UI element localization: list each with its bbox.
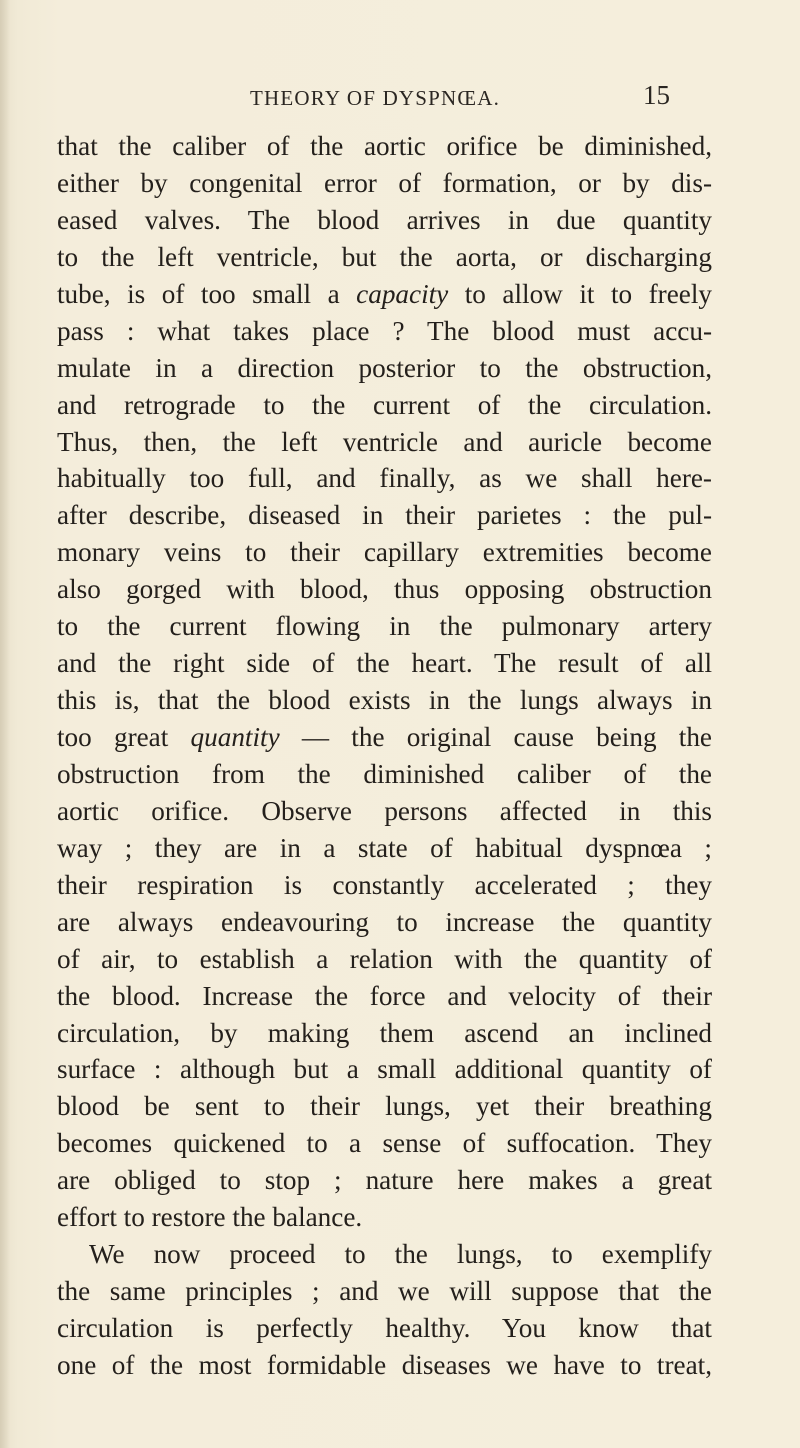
text-line: monary veins to their capillary extremities become [57,537,712,568]
body-text [57,128,712,1384]
text-line: pass : what takes place ? The blood must accu- [57,315,712,346]
paragraph-first-line: We now proceed to the lungs, to exemplify [89,1239,712,1270]
text-segment: too great [57,722,191,752]
page-gutter-shadow [0,0,10,1448]
text-line: also gorged with blood, thus opposing obstruction [57,574,712,605]
text-line: either by congenital error of formation, or by dis- [57,167,712,198]
page-number: 15 [643,80,670,110]
text-segment: to allow it to freely [448,278,712,309]
text-line: the blood. Increase the force and velocity of their [57,980,712,1011]
text-line: and retrograde to the current of the circulation. [57,389,712,420]
text-line: circulation is perfectly healthy. You know that [57,1313,712,1343]
text-segment: — the original cause being the [279,722,712,752]
text-line: surface : although but a small additional quantity of [57,1054,712,1085]
text-line: to the current flowing in the pulmonary artery [57,611,712,642]
text-line: of air, to establish a relation with the quantity of [57,943,712,974]
text-line: their respiration is constantly accelerated ; they [57,869,712,900]
text-line: that the caliber of the aortic orifice be diminished, [57,131,712,161]
text-line: eased valves. The blood arrives in due quantity [57,204,712,235]
text-line: Thus, then, the left ventricle and auricle become [57,426,712,457]
text-line: are obliged to stop ; nature here makes a great [57,1165,712,1196]
text-line: way ; they are in a state of habitual dyspnœa ; [57,832,712,863]
text-line: habitually too full, and finally, as we shall here- [57,463,712,494]
emphasized-word: capacity [356,278,449,309]
text-line: obstruction from the diminished caliber of the [57,758,712,789]
text-line: this is, that the blood exists in the lungs always in [57,685,712,716]
text-segment: tube, is of too small a [57,278,357,309]
text-line: after describe, diseased in their parietes : the pul- [57,500,712,531]
emphasized-word: quantity [190,722,280,752]
running-head [250,80,670,114]
text-line: blood be sent to their lungs, yet their breathing [57,1091,712,1122]
text-line: circulation, by making them ascend an inclined [57,1017,712,1048]
running-title: THEORY OF DYSPNŒA. [250,86,501,110]
text-line-with-emphasis [57,719,712,756]
text-line: becomes quickened to a sense of suffocation. They [57,1128,712,1159]
text-line: are always endeavouring to increase the quantity [57,906,712,937]
text-line: one of the most formidable diseases we have to treat, [57,1349,712,1380]
text-line: the same principles ; and we will suppose that the [57,1276,712,1307]
text-line: and the right side of the heart. The result of all [57,648,712,679]
text-line: to the left ventricle, but the aorta, or discharging [57,241,712,272]
paragraph-last-line: effort to restore the balance. [57,1202,363,1233]
text-line-with-emphasis [57,276,712,313]
text-line: mulate in a direction posterior to the obstruction, [57,352,712,383]
text-line: aortic orifice. Observe persons affected in this [57,795,712,826]
